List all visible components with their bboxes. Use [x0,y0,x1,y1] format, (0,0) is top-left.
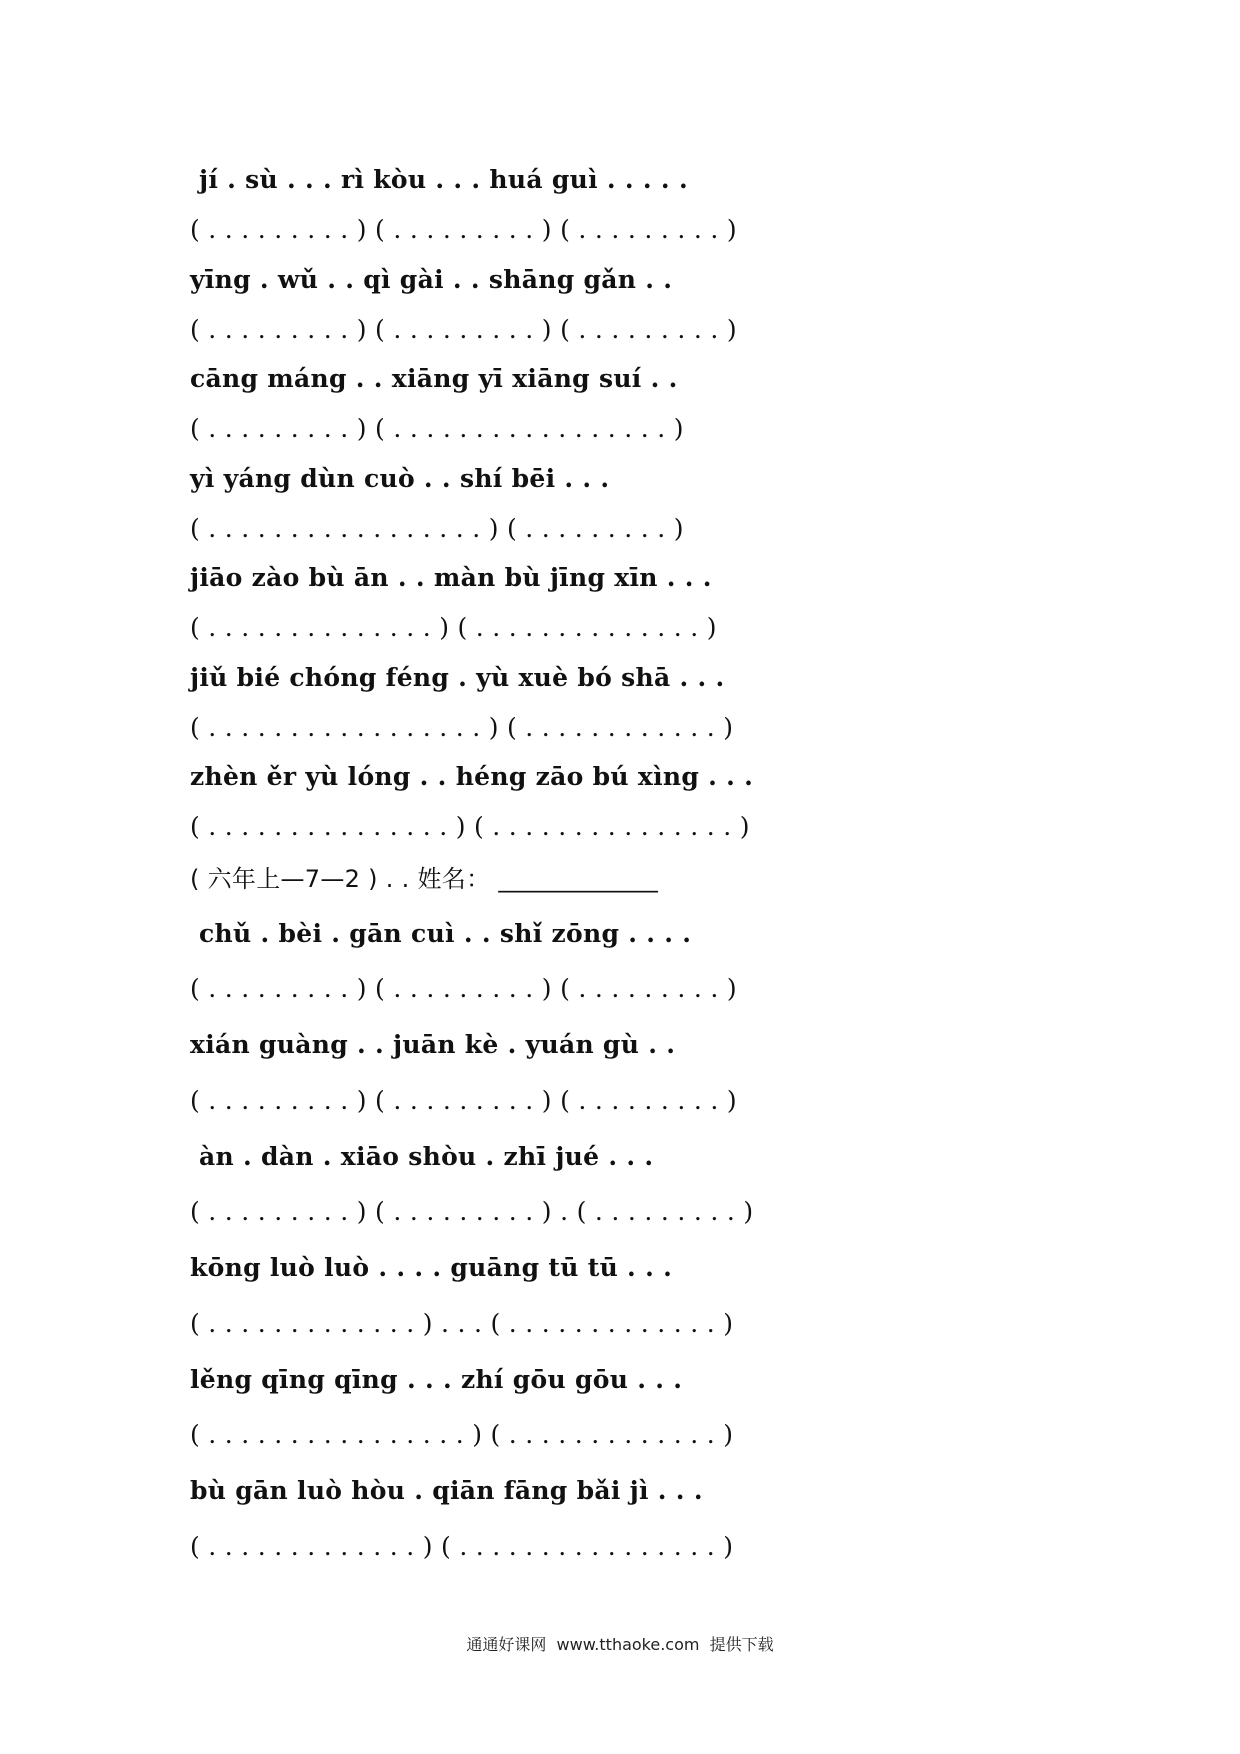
pinyin-line: xián guàng . . juān kè . yuán gù . . [190,1030,676,1059]
answer-blanks: ( . . . . . . . . . . . . . . ) ( . . . . . . . . . . . . . . ) [190,613,717,642]
pinyin-line: lěng qīng qīng . . . zhí gōu gōu . . . [190,1365,683,1394]
answer-blanks: ( . . . . . . . . . ) ( . . . . . . . . . ) ( . . . . . . . . . ) [190,215,737,244]
answer-blanks: ( . . . . . . . . . . . . . ) . . . ( . . . . . . . . . . . . . ) [190,1309,734,1338]
page-footer: 通通好课网 www.tthaoke.com 提供下载 [466,1635,774,1654]
answer-blanks: ( . . . . . . . . . . . . . . . . ) ( . . . . . . . . . . . . . ) [190,1420,734,1449]
answer-blanks: ( . . . . . . . . . ) ( . . . . . . . . . ) ( . . . . . . . . . ) [190,1086,737,1115]
answer-blanks: ( . . . . . . . . . . . . . . . . . ) ( . . . . . . . . . ) [190,514,684,543]
pinyin-line: bù gān luò hòu . qiān fāng bǎi jì . . . [190,1476,703,1505]
pinyin-line: chǔ . bèi . gān cuì . . shǐ zōng . . . . [190,919,692,948]
pinyin-line: cāng máng . . xiāng yī xiāng suí . . [190,364,678,393]
pinyin-line: jí . sù . . . rì kòu . . . huá guì . . . . . [190,165,688,194]
answer-blanks: ( . . . . . . . . . ) ( . . . . . . . . . ) ( . . . . . . . . . ) [190,974,737,1003]
pinyin-line: àn . dàn . xiāo shòu . zhī jué . . . [190,1142,654,1171]
section-header-label: ( 六年上—7—2 ) . . 姓名： [190,865,491,893]
answer-blanks: ( . . . . . . . . . . . . . ) ( . . . . . . . . . . . . . . . . ) [190,1532,734,1561]
pinyin-line: yì yáng dùn cuò . . shí bēi . . . [190,464,610,493]
pinyin-line: yīng . wǔ . . qì gài . . shāng gǎn . . [190,265,673,294]
answer-blanks: ( . . . . . . . . . . . . . . . . . ) ( . . . . . . . . . . . . ) [190,713,734,742]
pinyin-line: kōng luò luò . . . . guāng tū tū . . . [190,1253,673,1282]
answer-blanks: ( . . . . . . . . . ) ( . . . . . . . . . . . . . . . . . ) [190,414,684,443]
section-header [190,862,840,896]
answer-blanks: ( . . . . . . . . . . . . . . . ) ( . . . . . . . . . . . . . . . ) [190,812,750,841]
answer-blanks: ( . . . . . . . . . ) ( . . . . . . . . . ) . ( . . . . . . . . . ) [190,1197,754,1226]
pinyin-line: jiǔ bié chóng féng . yù xuè bó shā . . . [190,663,725,692]
pinyin-line: jiāo zào bù ān . . màn bù jīng xīn . . . [190,563,712,592]
answer-blanks: ( . . . . . . . . . ) ( . . . . . . . . . ) ( . . . . . . . . . ) [190,315,737,344]
pinyin-line: zhèn ěr yù lóng . . héng zāo bú xìng . . . [190,762,754,791]
name-underline: _____________ [498,865,659,893]
